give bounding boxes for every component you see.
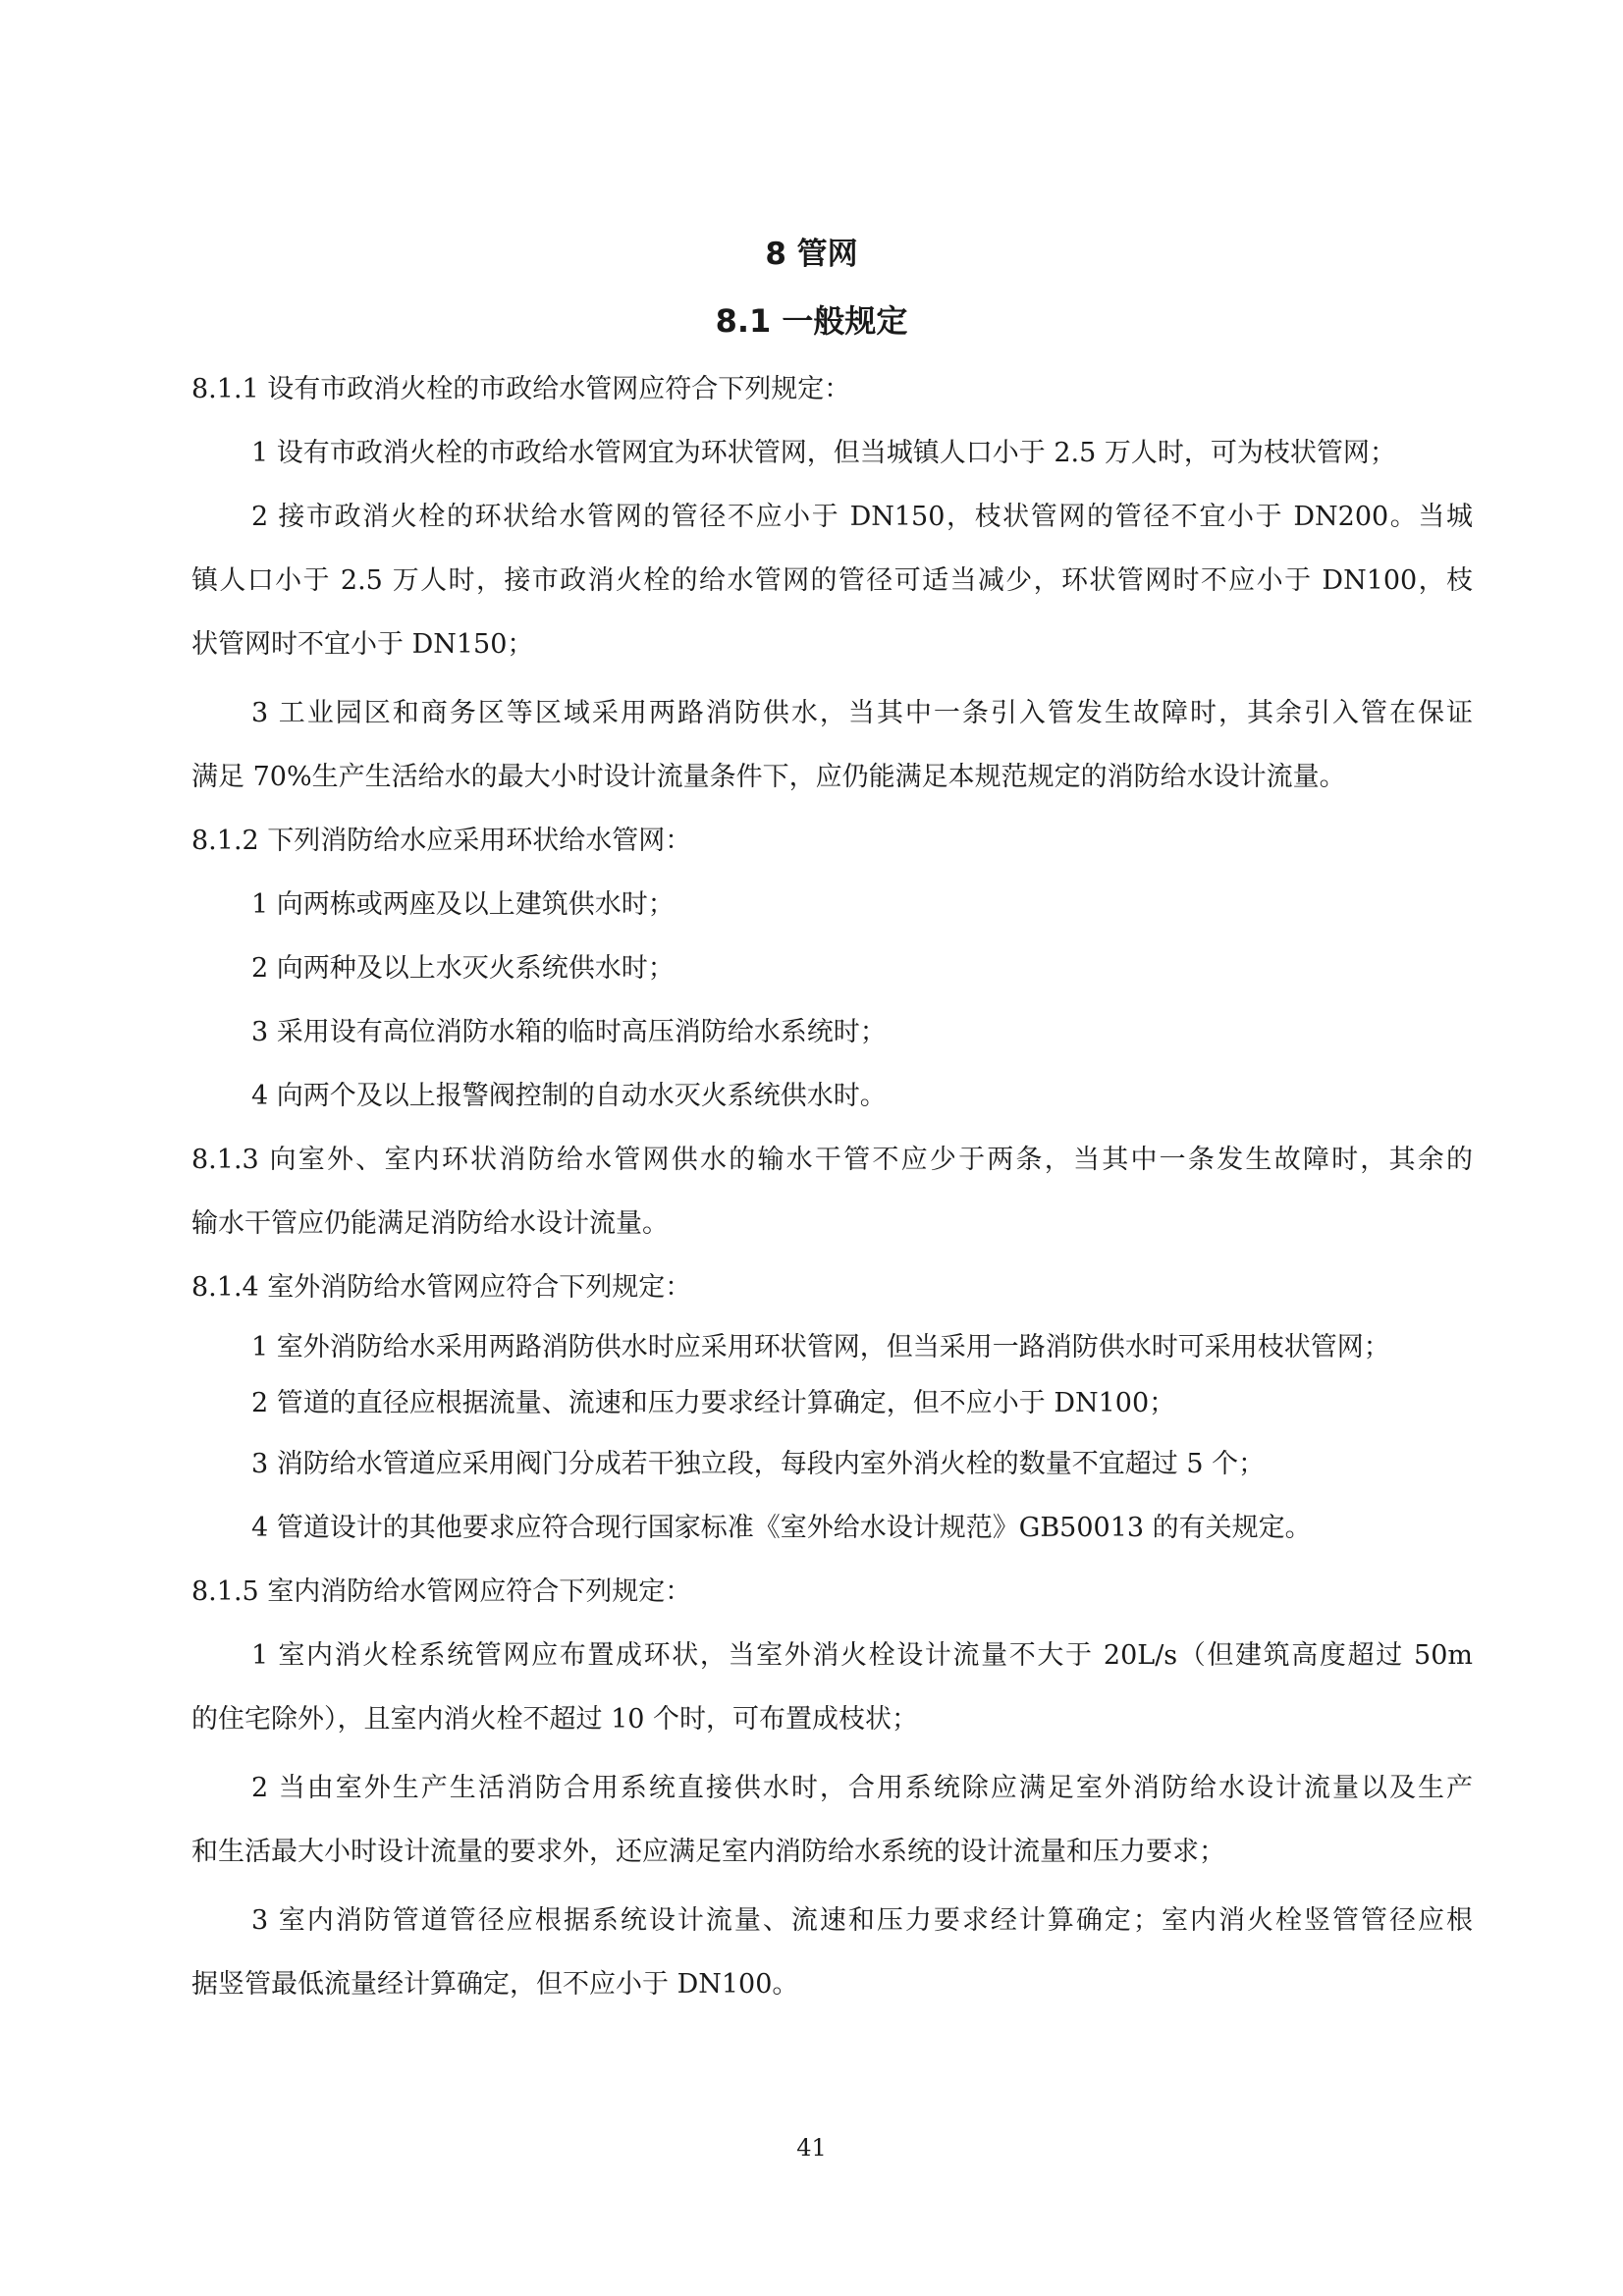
clause-8-1-5-item-2-line-1: 2 当由室外生产生活消防合用系统直接供水时，合用系统除应满足室外消防给水设计流量以及生产: [251, 1773, 1473, 1803]
clause-8-1-1-item-2-line-3: 状管网时不宜小于 DN150；: [191, 629, 534, 660]
clause-8-1-2-item-2: 2 向两种及以上水灭火系统供水时；: [251, 953, 675, 984]
clause-8-1-5: 8.1.5 室内消防给水管网应符合下列规定：: [191, 1576, 692, 1607]
clause-8-1-1-item-1: 1 设有市政消火栓的市政给水管网宜为环状管网，但当城镇人口小于 2.5 万人时，可为枝状管网；: [251, 438, 1396, 468]
clause-8-1-4-item-4: 4 管道设计的其他要求应符合现行国家标准《室外给水设计规范》GB50013 的有关规定。: [251, 1513, 1312, 1543]
clause-8-1-4-item-3: 3 消防给水管道应采用阀门分成若干独立段，每段内室外消火栓的数量不宜超过 5 个；: [251, 1449, 1266, 1479]
clause-8-1-4-item-2: 2 管道的直径应根据流量、流速和压力要求经计算确定，但不应小于 DN100；: [251, 1388, 1176, 1418]
clause-8-1-1-item-3-line-2: 满足 70%生产生活给水的最大小时设计流量条件下，应仍能满足本规范规定的消防给水设计流量。: [191, 762, 1346, 792]
clause-8-1-2-item-3: 3 采用设有高位消防水箱的临时高压消防给水系统时；: [251, 1017, 887, 1047]
clause-8-1-3-line-2: 输水干管应仍能满足消防给水设计流量。: [191, 1208, 669, 1239]
clause-8-1-5-item-3-line-2: 据竖管最低流量经计算确定，但不应小于 DN100。: [191, 1969, 799, 2000]
page-number: 41: [796, 2134, 827, 2162]
clause-8-1-2-item-4: 4 向两个及以上报警阀控制的自动水灭火系统供水时。: [251, 1081, 887, 1111]
clause-8-1-1-item-2-line-1: 2 接市政消火栓的环状给水管网的管径不应小于 DN150，枝状管网的管径不宜小于 DN200。当城: [251, 502, 1473, 532]
clause-8-1-5-item-1-line-2: 的住宅除外），且室内消火栓不超过 10 个时，可布置成枝状；: [191, 1704, 919, 1735]
clause-8-1-3-line-1: 8.1.3 向室外、室内环状消防给水管网供水的输水干管不应少于两条，当其中一条发生故障时，其余的: [191, 1145, 1473, 1175]
clause-8-1-5-item-1-line-1: 1 室内消火栓系统管网应布置成环状，当室外消火栓设计流量不大于 20L/s（但建筑高度超过 50m: [251, 1640, 1473, 1671]
clause-8-1-4-item-1: 1 室外消防给水采用两路消防供水时应采用环状管网，但当采用一路消防供水时可采用枝状管网；: [251, 1332, 1390, 1362]
clause-8-1-1: 8.1.1 设有市政消火栓的市政给水管网应符合下列规定：: [191, 374, 851, 404]
chapter-title: 8 管网: [765, 237, 858, 272]
section-title: 8.1 一般规定: [715, 302, 908, 340]
clause-8-1-1-item-3-line-1: 3 工业园区和商务区等区域采用两路消防供水，当其中一条引入管发生故障时，其余引入管在保证: [251, 698, 1473, 728]
clause-8-1-5-item-3-line-1: 3 室内消防管道管径应根据系统设计流量、流速和压力要求经计算确定；室内消火栓竖管管径应根: [251, 1905, 1473, 1936]
clause-8-1-2-item-1: 1 向两栋或两座及以上建筑供水时；: [251, 889, 675, 920]
clause-8-1-4: 8.1.4 室外消防给水管网应符合下列规定：: [191, 1272, 692, 1303]
clause-8-1-1-item-2-line-2: 镇人口小于 2.5 万人时，接市政消火栓的给水管网的管径可适当减少，环状管网时不应小于 DN100，枝: [191, 565, 1473, 596]
clause-8-1-5-item-2-line-2: 和生活最大小时设计流量的要求外，还应满足室内消防给水系统的设计流量和压力要求；: [191, 1837, 1225, 1867]
clause-8-1-2: 8.1.2 下列消防给水应采用环状给水管网：: [191, 826, 692, 856]
